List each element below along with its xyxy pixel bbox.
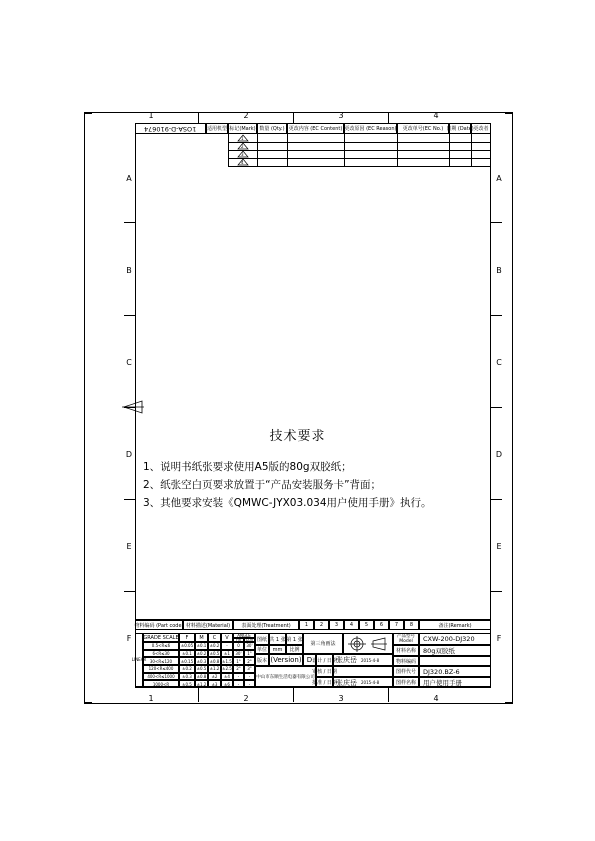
zone-letter-e-right: E [496, 542, 502, 551]
designer-date: 2015-4-8 [361, 657, 380, 663]
ratio-label: 比例 [286, 645, 303, 654]
revision-side-label: 适用机型 [206, 123, 228, 134]
grade-col-6: 6 [374, 620, 389, 630]
zone-tick [491, 315, 502, 316]
part-name-label: 物料编码 [393, 656, 419, 666]
zone-letter-c-left: C [126, 358, 132, 367]
zone-letter-c-right: C [496, 358, 502, 367]
drawing-name-value: 用户使用手册 [419, 677, 491, 688]
sheet-no: 第 1 张 [286, 633, 303, 645]
company-name: 中山市东顺生活电器有限公司 [255, 666, 316, 688]
trim-mark [84, 702, 92, 704]
tolerance-value: - [221, 642, 233, 650]
zone-letter-b-right: B [496, 266, 502, 275]
sheets-total: 共 1 张 [269, 633, 286, 645]
third-angle-projection-icon [345, 635, 391, 653]
angle-value: 0 [233, 642, 244, 650]
treatment-label: 表面处理(Treatment) [233, 620, 299, 630]
angle-value: - [233, 680, 244, 688]
tolerance-value: ±0.8 [196, 673, 207, 679]
tolerance-value: ±0.2 [209, 643, 220, 649]
zone-number-2-top: 2 [243, 111, 249, 120]
zone-tick [124, 222, 135, 223]
angle-value: - [244, 680, 255, 688]
requirements-title: 技术要求 [269, 429, 326, 444]
angle-label: ANGLE [233, 633, 255, 638]
rev-head-content: 更改内容 (EC Content) [287, 123, 344, 134]
requirement-item-2: 2、纸张空白页要求放置于“产品安装服务卡”背面； [143, 479, 382, 491]
requirement-item-1: 1、说明书纸张要求使用A5版的80g双胶纸； [143, 461, 352, 473]
approver-label: 批准 / 日期 [316, 677, 333, 688]
angle-col-fin: Fin [233, 638, 244, 642]
tolerance-value: ±0.5 [196, 666, 207, 672]
tol-head-m: M [195, 633, 208, 642]
angle-col-cov: COV [245, 638, 254, 642]
zone-number-3-top: 3 [338, 111, 344, 120]
revision-rows [228, 134, 491, 166]
angle-value: 2° [244, 657, 255, 665]
tolerance-value: ±1 [221, 650, 233, 658]
zone-tick [491, 591, 502, 592]
rev-row-2: 2 [241, 144, 244, 149]
tolerance-value: ±3 [208, 680, 221, 688]
drawing-no-label: 图样代号 [393, 666, 419, 677]
material-label: 材料描述(Material) [183, 620, 233, 630]
tolerance-value: ±0.8 [209, 658, 220, 664]
grade-col-7: 7 [389, 620, 404, 630]
tolerance-value: ±1.2 [196, 681, 207, 687]
unit-value: mm [269, 645, 286, 654]
checker-value [333, 666, 393, 677]
rev-head-mark: 标记(Mark) [228, 123, 257, 134]
angle-value: 1° [233, 657, 244, 665]
angle-value: 2° [233, 665, 244, 673]
projection-label: 图纸 [255, 633, 269, 645]
angle-value: 1° [244, 650, 255, 658]
grade-scale-head: GRADE SCALE [143, 634, 179, 641]
tolerance-value: ±0.3 [179, 673, 195, 681]
rev-row-4: 4 [241, 160, 244, 165]
approver-cell [333, 677, 393, 688]
rev-row-3: 3 [241, 152, 244, 157]
zone-number-4-bottom: 4 [433, 694, 439, 703]
third-angle-label: 第三角画法 [303, 633, 343, 654]
rev-head-ecno: 更改单号(EC No.) [397, 123, 449, 134]
designer-name: 张庆岳 [336, 656, 357, 664]
rev-head-qty: 数量 (Qty.) [257, 123, 287, 134]
zone-letter-d-left: D [125, 450, 133, 459]
trim-mark [505, 112, 513, 114]
zone-tick [491, 222, 502, 223]
approver-name: 张庆岳 [336, 678, 357, 687]
tolerance-range: 0.5<R≤6 [143, 642, 179, 650]
drawing-no-rotated: 1OSA-D-910674 [135, 123, 206, 134]
zone-tick [388, 112, 389, 123]
zone-tick [198, 687, 199, 702]
zone-tick [388, 687, 389, 702]
tol-head-v: V [221, 633, 233, 642]
tolerance-value: ±0.5 [179, 680, 195, 688]
tolerance-value: ±2 [208, 673, 221, 681]
angle-value: - [233, 673, 244, 681]
tolerance-range: 6<R≤30 [143, 650, 179, 658]
tolerance-value: ±0.2 [196, 650, 207, 656]
version-en: (Version) [270, 656, 302, 664]
linear-label: LINEAR [135, 633, 143, 688]
requirement-item-3: 3、其他要求安装《QMWC-JYX03.034用户使用手册》执行。 [143, 497, 432, 509]
trim-mark [84, 112, 92, 114]
grade-col-2: 2 [314, 620, 329, 630]
tolerance-rows [143, 642, 255, 688]
rev-head-reason: 更改原因 (EC Reason) [344, 123, 397, 134]
zone-letter-f-left: F [126, 634, 132, 643]
version-label: 版本 [255, 654, 269, 666]
rev-head-date: 日期 (Date) [449, 123, 471, 134]
inner-frame [135, 123, 491, 687]
zone-tick [293, 112, 294, 123]
zone-number-1-bottom: 1 [148, 694, 154, 703]
tol-head-f: F [179, 633, 195, 642]
part-code-label: 物料编码 (Part code) [135, 620, 183, 630]
angle-value: 30' [244, 642, 255, 650]
tolerance-value: ±1.2 [209, 666, 220, 672]
tolerance-value: ±0.2 [179, 665, 195, 673]
tolerance-range: 120<R≤400 [143, 665, 179, 673]
rev-head-changer: 更改者 [471, 123, 491, 134]
material-name-label: 材料名称 [393, 645, 419, 656]
tolerance-value: ±0.5 [209, 650, 220, 656]
tolerance-value: ±0.1 [196, 643, 207, 649]
zone-tick [491, 499, 502, 500]
zone-tick [491, 407, 502, 408]
zone-letter-b-left: B [126, 266, 132, 275]
designer-cell [333, 654, 393, 666]
zone-letter-a-right: A [496, 174, 502, 183]
part-name-value [419, 656, 491, 666]
zone-number-3-bottom: 3 [338, 694, 344, 703]
trim-mark [505, 702, 513, 704]
zone-number-2-bottom: 2 [243, 694, 249, 703]
tolerance-value: ±0.15 [180, 658, 194, 664]
grade-col-4: 4 [344, 620, 359, 630]
tolerance-value: ±1.5 [222, 658, 232, 664]
zone-letter-d-right: D [495, 450, 503, 459]
zone-tick [124, 315, 135, 316]
angle-value: 30' [233, 650, 244, 658]
zone-tick [293, 687, 294, 702]
approver-date: 2015-4-8 [361, 680, 380, 685]
remark-label: 备注(Remark) [419, 620, 491, 630]
tolerance-range: 400<R≤1000 [143, 673, 179, 681]
tolerance-value: ±0.1 [179, 650, 195, 658]
grade-col-8: 8 [404, 620, 419, 630]
tolerance-value: ±6 [221, 680, 233, 688]
zone-letter-a-left: A [126, 174, 132, 183]
drawing-name-label: 图样名称 [393, 677, 419, 688]
model-label: 产品型号 Model [393, 633, 419, 645]
zone-letter-e-left: E [126, 542, 132, 551]
drawing-no-value: DJ320.BZ-6 [419, 666, 491, 677]
zone-tick [124, 499, 135, 500]
centering-arrow-icon [122, 400, 146, 414]
designer-label: 设计 / 日期 [316, 654, 333, 666]
angle-value: - [244, 673, 255, 681]
model-value: CXW-200-DJ320 [419, 633, 491, 645]
tolerance-value: ±2.5 [222, 666, 232, 672]
grade-col-5: 5 [359, 620, 374, 630]
zone-number-1-top: 1 [148, 111, 154, 120]
title-block [131, 619, 491, 688]
zone-tick [124, 591, 135, 592]
projection-symbol [343, 633, 393, 654]
checker-label: 审核 / 日期 [316, 666, 333, 677]
grade-col-3: 3 [329, 620, 344, 630]
tolerance-value: ±0.05 [180, 643, 194, 649]
zone-letter-f-right: F [496, 634, 502, 643]
tolerance-value: ±4 [221, 673, 233, 681]
tolerance-range: 1000<R [143, 680, 179, 688]
material-name-value: 80g双胶纸 [419, 645, 491, 656]
grade-col-1: 1 [299, 620, 314, 630]
unit-label: 单位 [256, 647, 267, 653]
angle-value: 3° [244, 665, 255, 673]
zone-number-4-top: 4 [433, 111, 439, 120]
rev-row-1: 1 [241, 136, 244, 141]
version-value: D [303, 654, 316, 666]
tolerance-range: 30<R≤120 [143, 657, 179, 665]
zone-tick [198, 112, 199, 123]
tol-head-c: C [208, 633, 221, 642]
tolerance-value: ±0.3 [196, 658, 207, 664]
